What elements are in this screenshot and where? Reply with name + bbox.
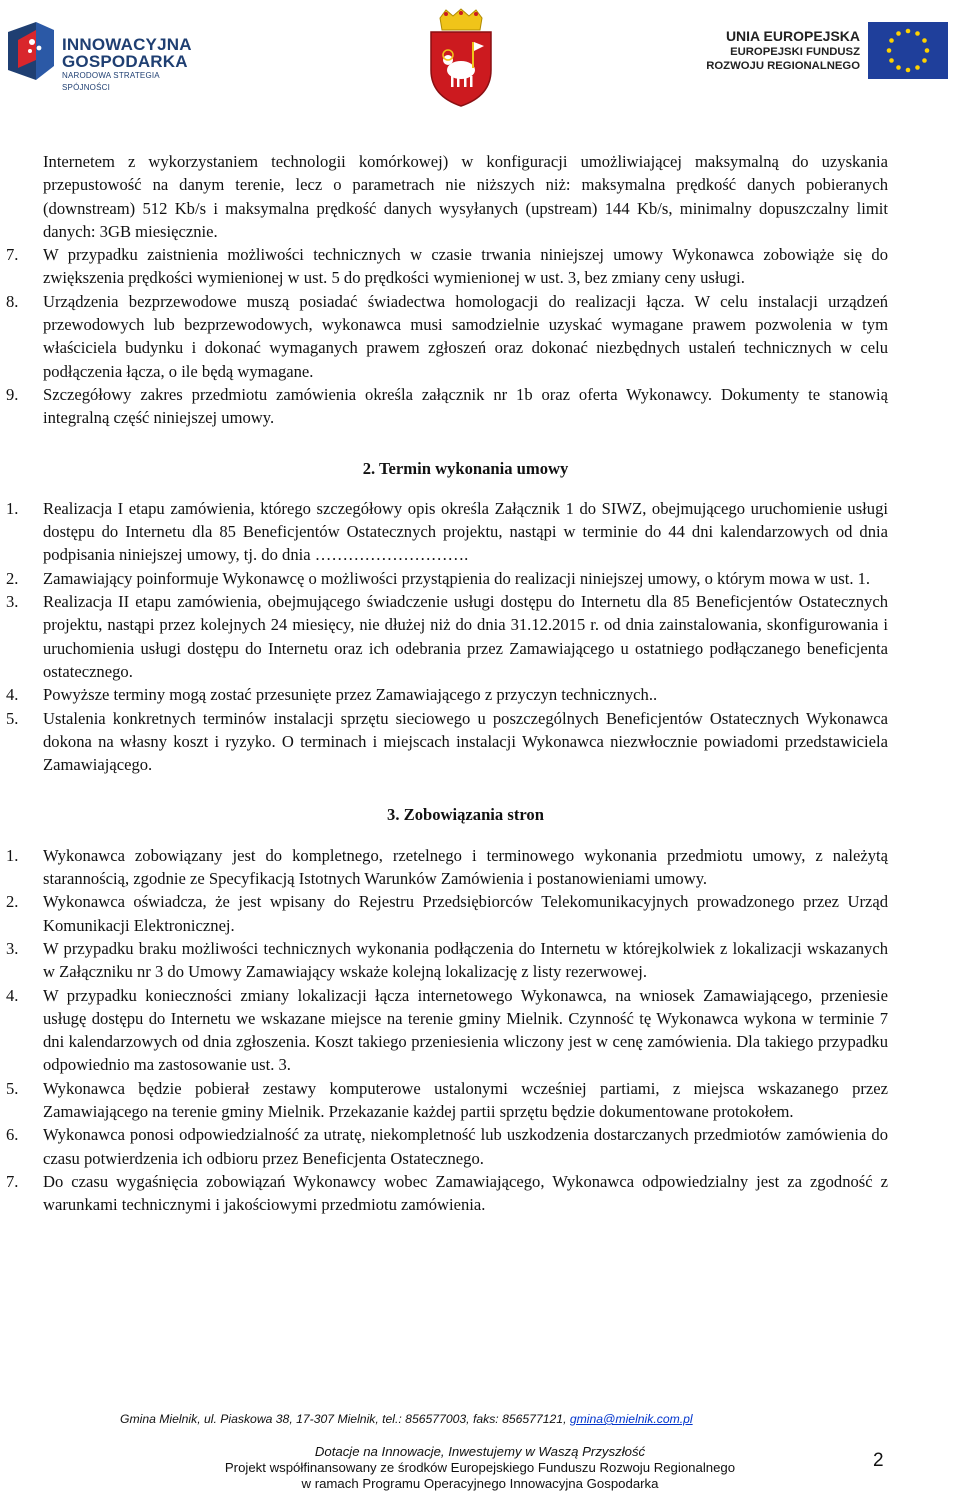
footer-funding-info [120, 1444, 840, 1492]
item-number: 3. [6, 938, 19, 958]
logo-line-innowacyjna: INNOWACYJNA [62, 35, 192, 54]
item-number: 1. [6, 845, 19, 865]
mielnik-coat-of-arms-icon [426, 8, 496, 108]
item-text: Wykonawca będzie pobierał zestawy komputerowe ustalonymi wcześniej partiami, z miejsca wskazanego przez Zamawiającego na terenie gminy Mielnik. Przekazanie każdej partii sprzętu będzie dokumentowane protokołem. [43, 1078, 888, 1121]
item-number: 3. [6, 592, 19, 612]
item-text: Realizacja II etapu zamówienia, obejmującego świadczenie usługi dostępu do Internetu dla 85 Beneficjentów Ostatecznych projektu, nastąpi przez kolejnych 24 miesięcy, nie dłużej niż do dnia 31.12.2015 r. od dnia zainstalowania, skonfigurowania i uruchomienia usługi dostępu do Internetu oraz ich odebrania przez Zamawiającego u ostatniego podłączanego beneficjenta ostatecznego. [43, 592, 888, 681]
continuation-paragraph: Internetem z wykorzystaniem technologii komórkowej) w konfiguracji umożliwiającej maksymalną do uzyskania przepustowość na danym terenie, lecz o parametrach nie niższych niż: maksymalna prędkość danych pobieranych (downstream) 512 Kb/s i maksymalna prędkość danych wysyłanych (upstream) 144 Kb/s, minimalny dopuszczalny limit danych: 3GB miesięcznie. [43, 152, 888, 241]
item-number: 6. [6, 1125, 19, 1145]
footer-email-link[interactable]: gmina@mielnik.com.pl [569, 1412, 693, 1426]
footer-address-text: Gmina Mielnik, ul. Piaskowa 38, 17-307 Mielnik, tel.: 856577003, faks: 856577121, [120, 1412, 570, 1426]
eu-fund-logo [668, 22, 948, 82]
item-text: Do czasu wygaśnięcia zobowiązań Wykonawcy wobec Zamawiającego, Wykonawca odpowiedzialny jest za zgodność z warunkami technicznymi i jakościowymi przedmiotu zamówienia. [43, 1171, 888, 1215]
logo-line-gospodarka: GOSPODARKA [62, 52, 188, 71]
item-number: 2. [6, 568, 19, 588]
innowacyjna-gospodarka-emblem-icon [6, 20, 58, 82]
list-item [6, 937, 888, 984]
list-item [6, 984, 888, 1077]
section-heading-zobowiazania: 3. Zobowiązania stron [387, 805, 544, 825]
footer-programme: w ramach Programu Operacyjnego Innowacyjna Gospodarka [301, 1476, 659, 1491]
item-text: Realizacja I etapu zamówienia, którego szczegółowy opis określa Załącznik 1 do SIWZ, obejmującego uruchomienie usługi dostępu do Internetu dla 85 Beneficjentów Ostatecznych projektu, nastąpi w terminie do 44 dni kalendarzowych od dnia podpisania niniejszej umowy, tj. do dnia ………………………. [43, 498, 888, 565]
list-item [6, 383, 888, 430]
item-text: Wykonawca zobowiązany jest do kompletnego, rzetelnego i terminowego wykonania przedmiotu umowy, z należytą starannością, zgodnie ze Specyfikacją Istotnych Warunków Zamówienia i postanowieniami umowy. [43, 845, 888, 889]
list-item [6, 890, 888, 937]
list-item [6, 497, 888, 567]
logo-line-regional: ROZWOJU REGIONALNEGO [706, 60, 860, 72]
item-text: Wykonawca oświadcza, że jest wpisany do Rejestru Przedsiębiorców Telekomunikacyjnych prowadzonego przez Urząd Komunikacji Elektronicznej. [43, 892, 888, 935]
footer-slogan: Dotacje na Innowacje, Inwestujemy w Waszą Przyszłość [314, 1444, 646, 1459]
logo-line-fund: EUROPEJSKI FUNDUSZ [730, 46, 860, 58]
innowacyjna-gospodarka-logo [6, 20, 206, 92]
item-text: Wykonawca ponosi odpowiedzialność za utratę, niekompletność lub uszkodzenia dostarczanych przedmiotów zamówienia do czasu potwierdzenia ich odbioru przez Beneficjenta Ostatecznego. [43, 1125, 888, 1168]
item-text: Zamawiający poinformuje Wykonawcę o możliwości przystąpienia do realizacji niniejszej umowy, o którym mowa w ust. 1. [43, 568, 871, 588]
section-heading-termin: 2. Termin wykonania umowy [362, 458, 569, 478]
item-number: 5. [6, 708, 19, 728]
document-body [6, 150, 888, 1216]
item-number: 7. [6, 1171, 19, 1191]
item-number: 1. [6, 498, 19, 518]
item-text: W przypadku zaistnienia możliwości technicznych w czasie trwania niniejszej umowy Wykonawca zobowiąże się do zwiększenia prędkości wymienionej w ust. 5 do prędkości wymienionej w ust. 3, bez zmiany ceny usługi. [43, 245, 888, 288]
item-text: Urządzenia bezprzewodowe muszą posiadać świadectwa homologacji do realizacji łącza. W celu instalacji urządzeń przewodowych lub bezprzewodowych, wykonawca musi samodzielnie uzyskać wymagane prawem pozwolenia w tym właściciela budynku i dokonać wymaganych prawem zgłoszeń oraz dokonać niezbędnych ustaleń technicznych w celu podłączenia łącza, o ile będą wymagane. [43, 291, 888, 381]
footer-cofinance: Projekt współfinansowany ze środków Europejskiego Funduszu Rozwoju Regionalnego [224, 1460, 736, 1475]
logo-line-strategy: NARODOWA STRATEGIA SPÓJNOŚCI [62, 71, 160, 92]
item-text: Ustalenia konkretnych terminów instalacji sprzętu sieciowego u poszczególnych Beneficjentów Ostatecznych Wykonawca dokona na własny koszt i ryzyko. O terminach i miejscach instalacji Wykonawca niezwłocznie powiadomi przedstawiciela Zamawiającego. [43, 708, 888, 775]
item-number: 4. [6, 685, 19, 705]
item-text: W przypadku braku możliwości technicznych wykonania podłączenia do Internetu w którejkolwiek z lokalizacji wskazanych w Załączniku nr 3 do Umowy Zamawiający wskaże kolejną lokalizację z listy rezerwowej. [43, 938, 888, 982]
logo-line-eu: UNIA EUROPEJSKA [725, 28, 860, 44]
item-number: 2. [6, 892, 19, 912]
page-number: 2 [873, 1450, 884, 1471]
list-item [6, 707, 888, 777]
list-item [6, 844, 888, 891]
list-item [6, 1077, 888, 1124]
list-item [6, 1123, 888, 1170]
item-text: Powyższe terminy mogą zostać przesunięte przez Zamawiającego z przyczyn technicznych.. [43, 685, 658, 705]
item-number: 7. [6, 245, 19, 265]
item-number: 8. [6, 291, 19, 311]
list-item [6, 683, 888, 706]
list-item [6, 290, 888, 383]
eu-flag-icon [868, 22, 948, 79]
list-item [6, 243, 888, 290]
footer-address [120, 1412, 840, 1426]
list-item [6, 1170, 888, 1217]
item-number: 9. [6, 384, 19, 404]
item-text: W przypadku konieczności zmiany lokalizacji łącza internetowego Wykonawca, na wniosek Zamawiającego, przeniesie usługę dostępu do Internetu we wskazane miejsce na terenie gminy Mielnik. Czynność tę Wykonawca wykona w terminie 7 dni kalendarzowych od dnia zgłoszenia. Koszt takiego przeniesienia wliczony jest w cenę zamówienia. Dla takiego przypadku odpowiednio ma zastosowanie ust. 3. [43, 985, 888, 1075]
item-number: 4. [6, 985, 19, 1005]
item-number: 5. [6, 1078, 19, 1098]
list-item [6, 590, 888, 683]
list-item [6, 567, 888, 590]
item-text: Szczegółowy zakres przedmiotu zamówienia określa załącznik nr 1b oraz oferta Wykonawcy. Dokumenty te stanowią integralną część niniejszej umowy. [43, 384, 888, 428]
